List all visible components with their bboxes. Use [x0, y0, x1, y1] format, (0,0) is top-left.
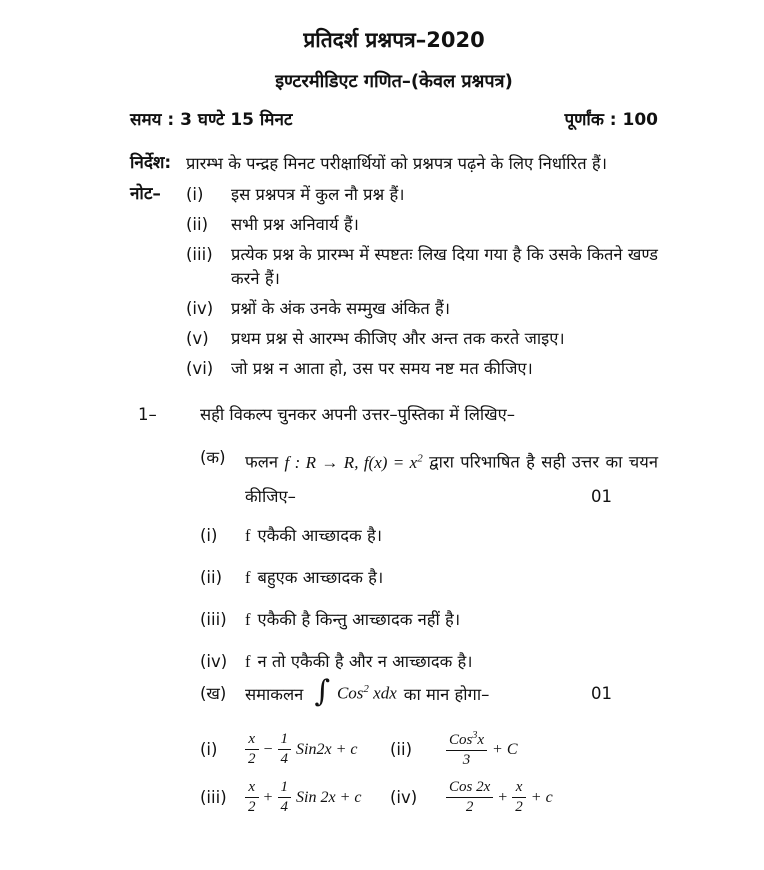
question-1-prompt: सही विकल्प चुनकर अपनी उत्तर–पुस्तिका में लिखिए–: [200, 405, 516, 424]
option-number: (ii): [200, 567, 223, 587]
fraction-numerator: 1: [280, 730, 289, 747]
formula-variable: xdx: [368, 683, 397, 703]
full-marks-label: पूर्णांक : 100: [564, 110, 658, 130]
fraction: [278, 731, 292, 769]
part-b-option-4: [390, 779, 553, 817]
option-function-symbol: f: [245, 567, 251, 587]
fraction-numerator: x: [515, 778, 523, 795]
part-b-marks: 01: [591, 684, 612, 704]
fraction-denominator: 2: [446, 797, 493, 816]
meta-row: [130, 108, 658, 132]
note-item-text: सभी प्रश्न अनिवार्य हैं।: [231, 215, 359, 234]
instructions-text: प्रारम्भ के पन्द्रह मिनट परीक्षार्थियों को प्रश्नपत्र पढ़ने के लिए निर्धारित हैं।: [186, 154, 607, 173]
fraction-denominator: 2: [512, 797, 526, 816]
fraction-numerator: 1: [280, 778, 289, 795]
part-a-label: (क): [200, 448, 226, 467]
option-text: न तो एकैकी है और न आच्छादक है।: [257, 651, 473, 671]
option-function-symbol: f: [245, 525, 251, 545]
part-b-formula: [337, 683, 397, 704]
formula-variable: x: [477, 731, 485, 748]
option-number: (iii): [200, 609, 227, 629]
fraction: [446, 730, 487, 770]
note-item-text: प्रश्नों के अंक उनके सम्मुख अंकित हैं।: [231, 299, 451, 318]
formula-tail: + C: [492, 740, 518, 758]
part-b-options-row-2: [200, 776, 658, 820]
option-text: एकैकी आच्छादक है।: [257, 525, 382, 545]
part-a-option-2: [200, 566, 658, 590]
formula-base: Cos: [449, 731, 473, 748]
fraction-denominator: 4: [278, 797, 292, 816]
fraction-denominator: 3: [446, 750, 487, 769]
fraction-numerator: x: [248, 730, 256, 747]
question-1-number: 1–: [138, 405, 157, 424]
question-1-part-a: [200, 441, 658, 514]
note-item-number: (i): [186, 185, 204, 204]
option-function-symbol: f: [245, 651, 251, 671]
option-function-symbol: f: [245, 609, 251, 629]
formula-tail: + c: [530, 788, 553, 806]
fraction-denominator: 2: [245, 797, 259, 816]
instructions-section: [130, 150, 658, 177]
part-a-body: [245, 441, 658, 514]
fraction: [278, 779, 292, 817]
fraction: [446, 779, 493, 817]
page-title: प्रतिदर्श प्रश्नपत्र–2020: [303, 28, 485, 52]
note-label: नोट–: [130, 184, 161, 204]
question-1: [130, 403, 658, 820]
fraction-denominator: 4: [278, 749, 292, 768]
note-item-4: [186, 297, 658, 321]
part-b-options-row-1: [200, 728, 658, 772]
part-b-options-grid: [200, 728, 658, 820]
option-text: बहुएक आच्छादक है।: [257, 567, 384, 587]
option-number: (iv): [390, 788, 418, 808]
formula-base: Cos: [336, 683, 364, 703]
math-operator: +: [498, 788, 508, 806]
note-item-5: [186, 327, 658, 351]
formula-tail: Sin2x + c: [296, 740, 358, 758]
note-item-1: [186, 183, 658, 207]
option-number: (iii): [200, 788, 227, 808]
part-a-option-1: [200, 524, 658, 548]
time-allowed-label: समय : 3 घण्टे 15 मिनट: [130, 110, 293, 130]
formula-tail: Sin 2x + c: [296, 788, 362, 806]
note-item-text: जो प्रश्न न आता हो, उस पर समय नष्ट मत कीजिए।: [231, 359, 533, 378]
note-item-2: [186, 213, 658, 237]
fraction-numerator: Cos 2x: [449, 778, 491, 795]
math-operator: −: [263, 740, 273, 758]
page-content: [130, 26, 658, 820]
part-b-option-3: [200, 779, 390, 817]
fraction: [245, 779, 259, 817]
option-text: एकैकी है किन्तु आच्छादक नहीं है।: [257, 609, 461, 629]
page-subtitle: इण्टरमीडिएट गणित–(केवल प्रश्नपत्र): [275, 71, 513, 92]
part-b-label: (ख): [200, 683, 227, 703]
option-number: (iv): [200, 651, 228, 671]
instructions-label: निर्देश:: [130, 153, 172, 173]
question-1-body: [200, 403, 658, 820]
note-item-number: (vi): [186, 359, 214, 378]
formula-main: f : R → R, f(x) = x: [284, 452, 418, 472]
note-item-number: (iii): [186, 245, 213, 264]
fraction-numerator: x: [248, 778, 256, 795]
math-operator: +: [263, 788, 273, 806]
part-a-option-3: [200, 608, 658, 632]
part-b-body: [245, 674, 658, 714]
fraction-denominator: 2: [245, 749, 259, 768]
fraction: [512, 779, 526, 817]
option-number: (i): [200, 740, 218, 760]
note-item-number: (iv): [186, 299, 214, 318]
option-number: (ii): [390, 740, 413, 760]
note-section: [130, 181, 658, 381]
part-a-marks: 01: [591, 486, 612, 506]
part-a-formula: [284, 453, 422, 472]
part-a-tail-text: द्वारा परिभाषित है सही उत्तर का चयन कीजिए–: [245, 452, 659, 506]
note-items: [186, 181, 658, 381]
note-item-6: [186, 357, 658, 381]
part-a-option-4: [200, 650, 658, 674]
integral-icon: ∫: [314, 673, 330, 709]
part-b-option-1: [200, 731, 390, 769]
question-1-part-b: [200, 674, 658, 714]
note-item-text: प्रत्येक प्रश्न के प्रारम्भ में स्पष्टतः लिख दिया गया है कि उसके कितने खण्ड करने हैं।: [231, 245, 658, 288]
note-item-number: (ii): [186, 215, 209, 234]
fraction-numerator: [446, 730, 487, 750]
part-b-tail-text: का मान होगा–: [403, 685, 490, 705]
formula-exponent: 2: [417, 452, 423, 464]
part-b-option-2: [390, 730, 517, 770]
part-a-lead-text: फलन: [245, 452, 279, 472]
fraction: [245, 731, 259, 769]
note-item-3: [186, 243, 658, 291]
formula-exponent: 2: [363, 683, 369, 696]
part-b-lead-text: समाकलन: [245, 685, 304, 705]
note-item-text: इस प्रश्नपत्र में कुल नौ प्रश्न हैं।: [231, 185, 405, 204]
formula-exponent: 3: [472, 729, 478, 741]
note-item-text: प्रथम प्रश्न से आरम्भ कीजिए और अन्त तक करते जाइए।: [231, 329, 565, 348]
option-number: (i): [200, 525, 218, 545]
note-item-number: (v): [186, 329, 209, 348]
